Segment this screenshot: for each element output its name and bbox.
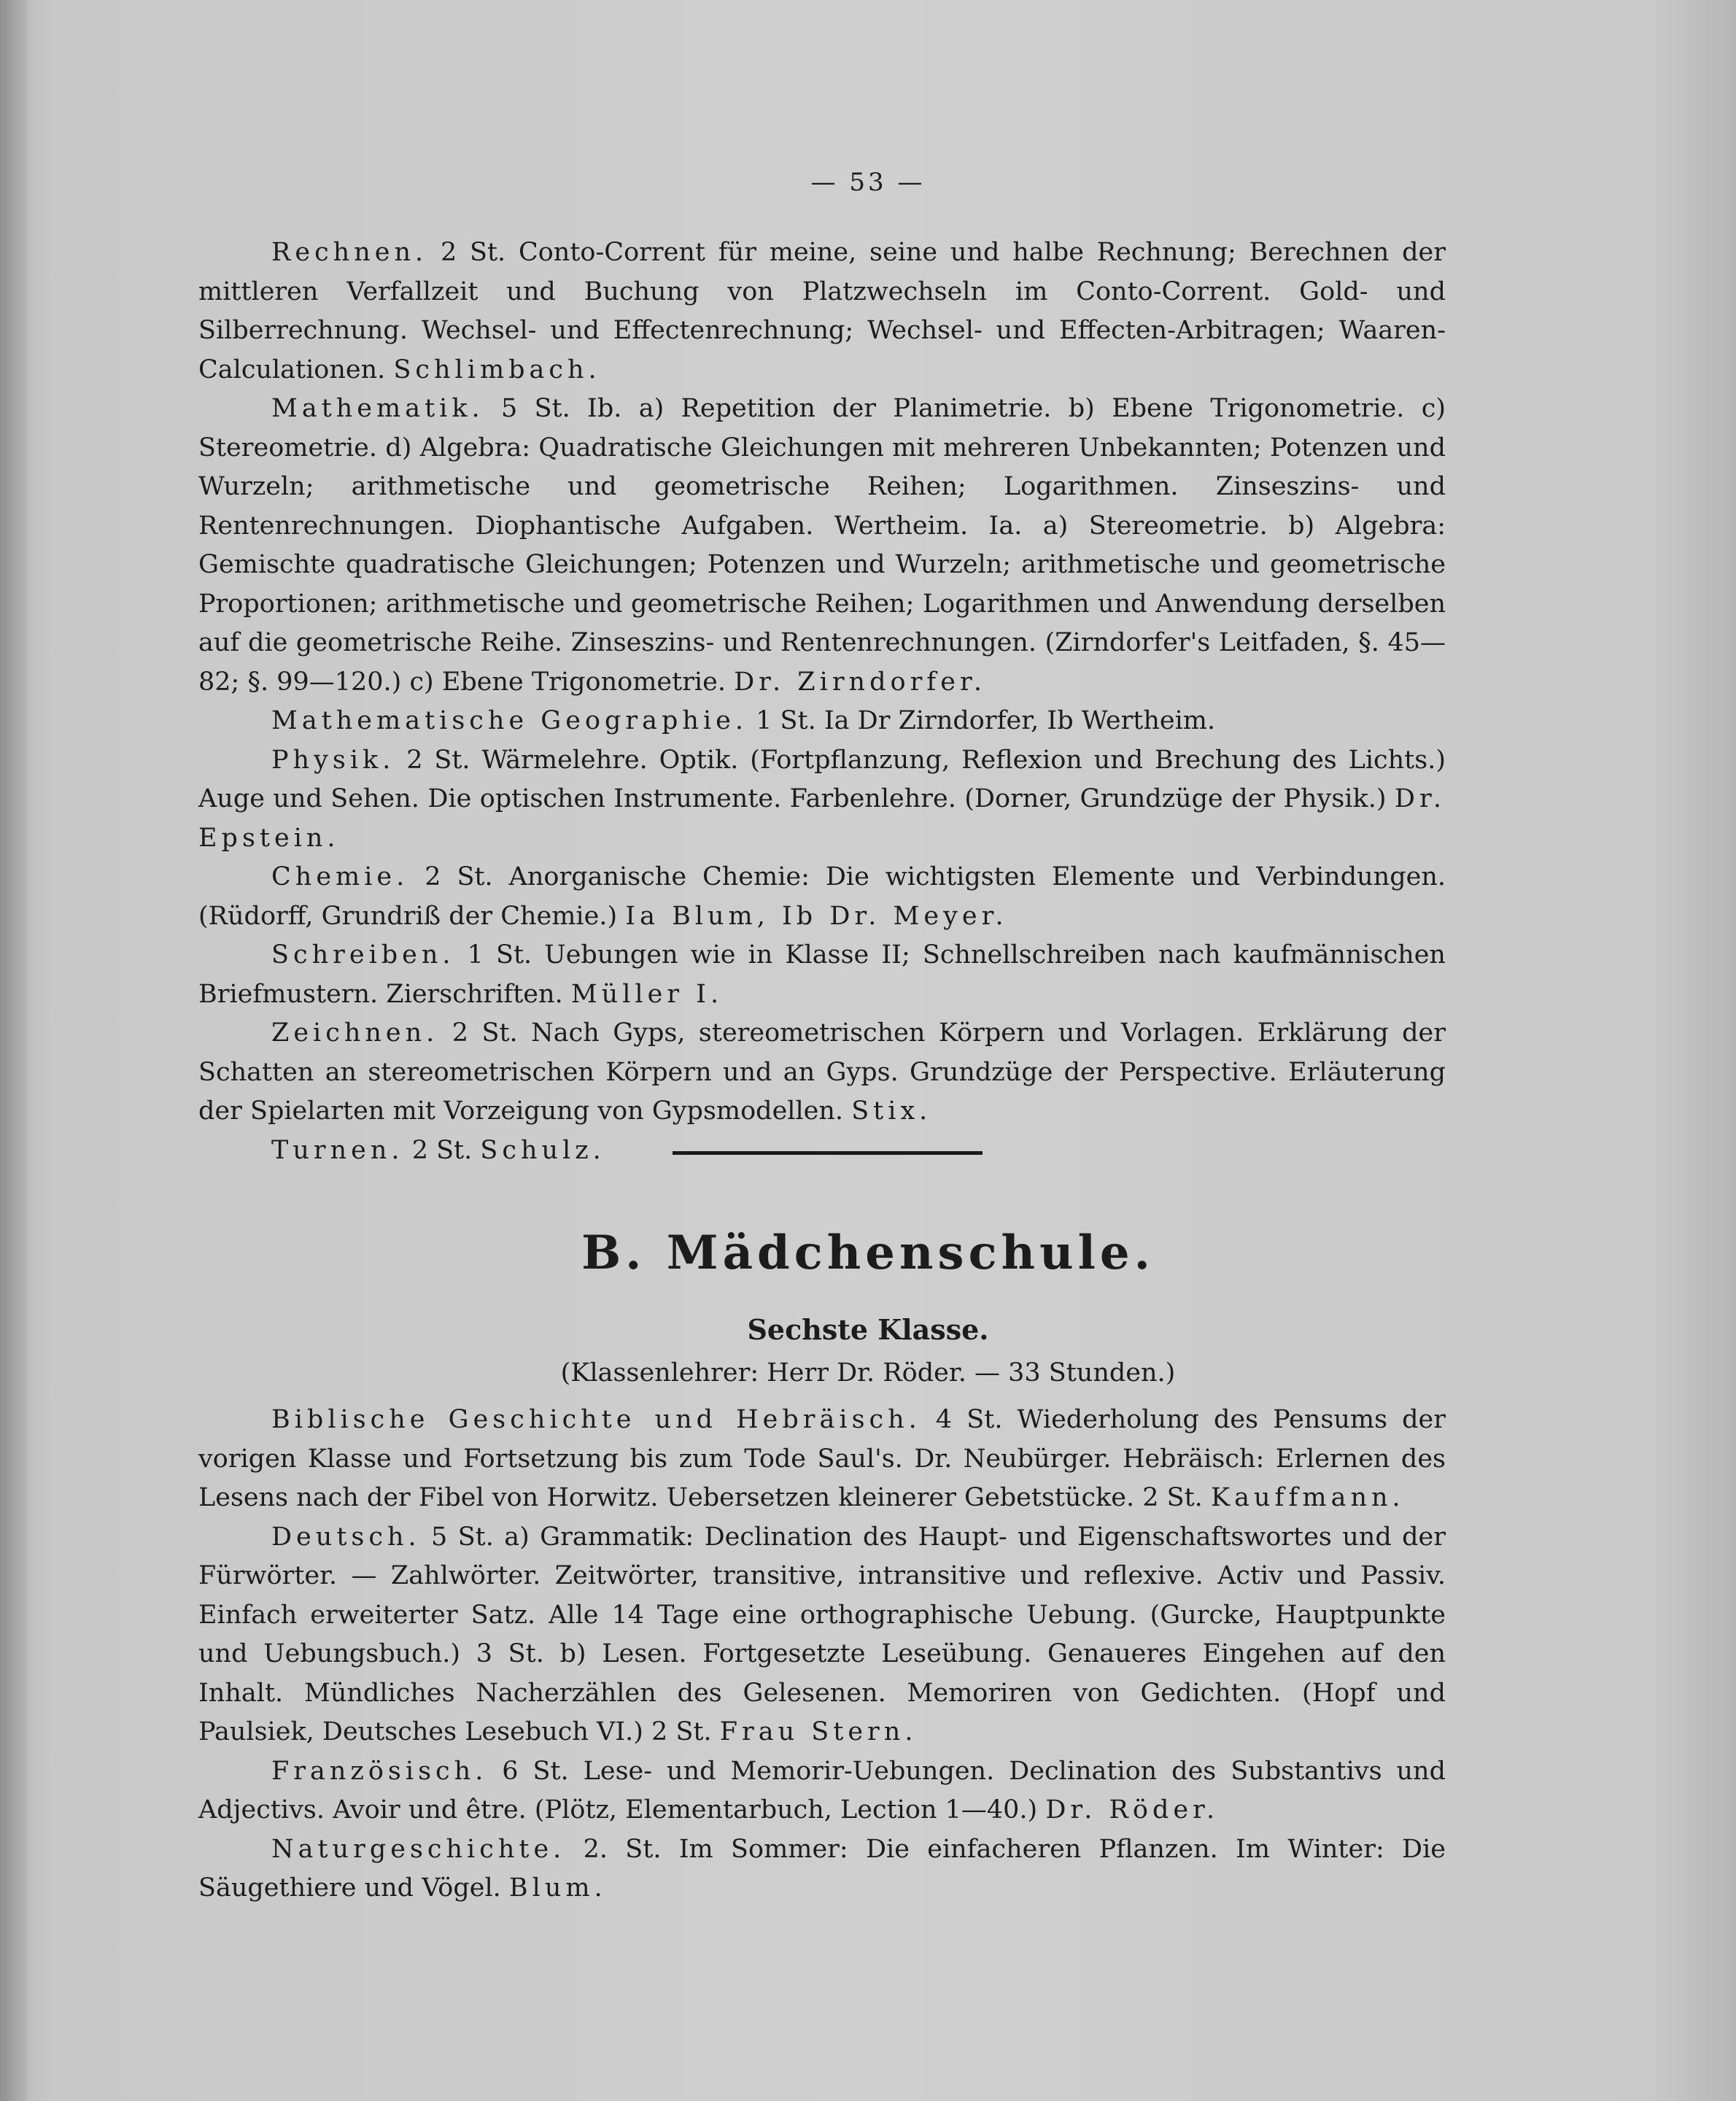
section-a-curriculum xyxy=(198,233,1446,1170)
entry-franzoesisch: Französisch. 6 St. Lese- und Memorir-Uebungen. Declination des Substantivs und Adjectivs. Avoir und être. (Plötz, Elementarbuch, Lection 1—40.) Dr. Röder. xyxy=(198,1756,1446,1825)
entry-turnen: Turnen. 2 St. Schulz. xyxy=(271,1135,605,1165)
entry-mathematische-geographie: Mathematische Geographie. 1 St. Ia Dr Zirndorfer, Ib Wertheim. xyxy=(271,706,1216,735)
entry-biblische-geschichte: Biblische Geschichte und Hebräisch. 4 St. Wiederholung des Pensums der vorigen Klasse und Fortsetzung bis zum Tode Saul's. Dr. Neubürger. Hebräisch: Erlernen des Lesens nach der Fibel von Horwitz. Uebersetzen kleinerer Gebetstücke. 2 St. Kauffmann. xyxy=(198,1405,1446,1512)
entry-deutsch: Deutsch. 5 St. a) Grammatik: Declination des Haupt- und Eigenschaftswortes und der Fürwörter. — Zahlwörter. Zeitwörter, transitive, intransitive und reflexive. Activ und Passiv. Einfach erweiterter Satz. Alle 14 Tage eine orthographische Uebung. (Gurcke, Hauptpunkte und Uebungsbuch.) 3 St. b) Lesen. Fortgesetzte Leseübung. Genaueres Eingehen auf den Inhalt. Mündliches Nacherzählen des Gelesenen. Memoriren von Gedichten. (Hopf und Paulsiek, Deutsches Lesebuch VI.) 2 St. Frau Stern. xyxy=(198,1522,1446,1746)
page-number: — 53 — xyxy=(810,168,926,197)
entry-zeichnen: Zeichnen. 2 St. Nach Gyps, stereometrischen Körpern und Vorlagen. Erklärung der Schatten an stereometrischen Körpern und an Gyps. Grundzüge der Perspective. Erläuterung der Spielarten mit Vorzeigung von Gypsmodellen. Stix. xyxy=(198,1018,1446,1126)
section-divider-rule xyxy=(673,1151,983,1155)
entry-naturgeschichte: Naturgeschichte. 2. St. Im Sommer: Die einfacheren Pflanzen. Im Winter: Die Säugethiere und Vögel. Blum. xyxy=(198,1834,1446,1903)
class-heading: Sechste Klasse. xyxy=(747,1313,989,1346)
section-b-curriculum xyxy=(198,1401,1446,1908)
entry-mathematik: Mathematik. 5 St. Ib. a) Repetition der Planimetrie. b) Ebene Trigonometrie. c) Stereometrie. d) Algebra: Quadratische Gleichungen mit mehreren Unbekannten; Potenzen und Wurzeln; arithmetische und geometrische Reihen; Logarithmen. Zinseszins- und Rentenrechnungen. Diophantische Aufgaben. Wertheim. Ia. a) Stereometrie. b) Algebra: Gemischte quadratische Gleichungen; Potenzen und Wurzeln; arithmetische und geometrische Proportionen; arithmetische und geometrische Reihen; Logarithmen und Anwendung derselben auf die geometrische Reihe. Zinseszins- und Rentenrechnungen. (Zirndorfer's Leitfaden, §. 45—82; §. 99—120.) c) Ebene Trigonometrie. Dr. Zirndorfer. xyxy=(198,394,1446,697)
section-heading: B. Mädchenschule. xyxy=(581,1226,1155,1280)
entry-rechnen: Rechnen. 2 St. Conto-Corrent für meine, seine und halbe Rechnung; Berechnen der mittleren Verfallzeit und Buchung von Platzwechseln im Conto-Corrent. Gold- und Silberrechnung. Wechsel- und Effectenrechnung; Wechsel- und Effecten-Arbitragen; Waaren-Calculationen. Schlimbach. xyxy=(198,238,1446,384)
entry-physik: Physik. 2 St. Wärmelehre. Optik. (Fortpflanzung, Reflexion und Brechung des Lichts.) Auge und Sehen. Die optischen Instrumente. Farbenlehre. (Dorner, Grundzüge der Physik.) Dr. Epstein. xyxy=(198,745,1446,853)
page-edge-shadow xyxy=(0,0,28,2101)
entry-schreiben: Schreiben. 1 St. Uebungen wie in Klasse II; Schnellschreiben nach kaufmännischen Briefmustern. Zierschriften. Müller I. xyxy=(198,940,1446,1009)
class-teacher-line: (Klassenlehrer: Herr Dr. Röder. — 33 Stunden.) xyxy=(560,1358,1176,1388)
entry-chemie: Chemie. 2 St. Anorganische Chemie: Die wichtigsten Elemente und Verbindungen. (Rüdorff, Grundriß der Chemie.) Ia Blum, Ib Dr. Meyer. xyxy=(198,862,1446,931)
